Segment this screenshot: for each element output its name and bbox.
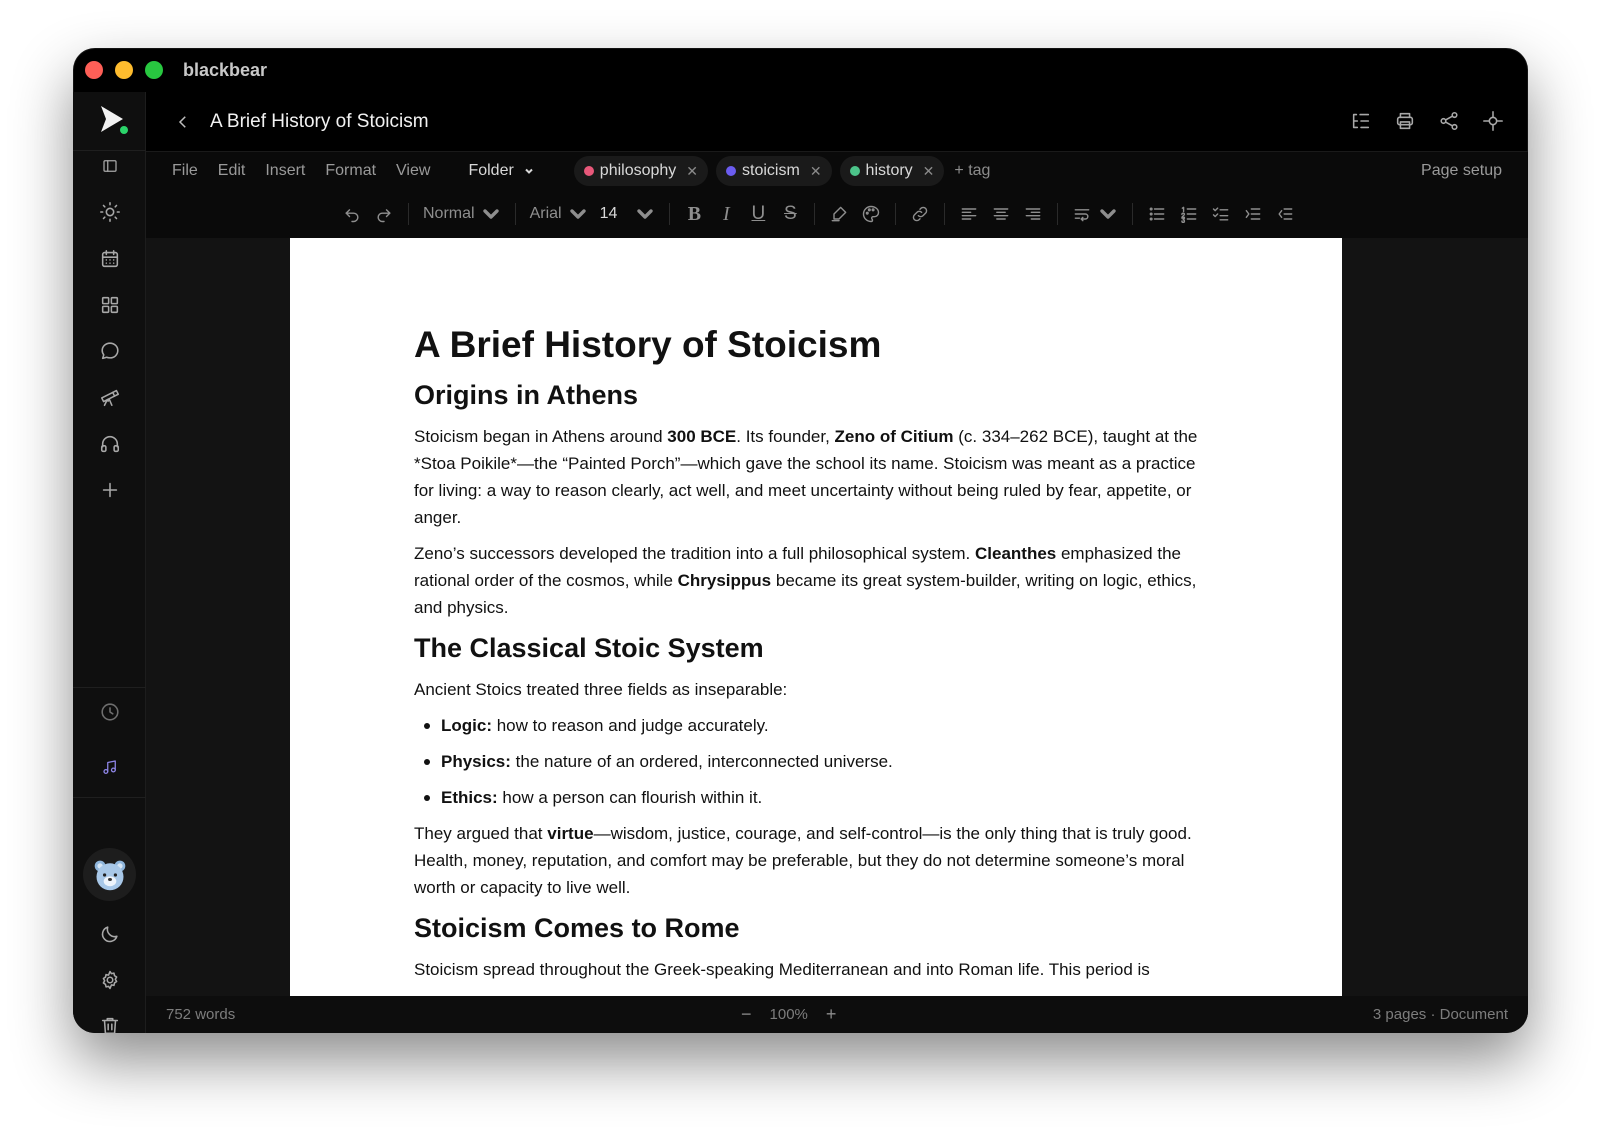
paragraph bbox=[414, 540, 1214, 621]
indent-icon bbox=[1243, 204, 1263, 224]
sidebar bbox=[73, 92, 146, 1033]
menu-bar bbox=[146, 152, 1528, 190]
tag-list bbox=[574, 156, 945, 186]
chevron-down-icon bbox=[481, 204, 501, 224]
paragraph-text: Stoicism began in Athens around bbox=[414, 427, 668, 446]
back-button[interactable] bbox=[174, 113, 192, 131]
checklist-button[interactable] bbox=[1205, 198, 1237, 230]
font-family-label: Arial bbox=[529, 205, 562, 222]
toolbar-separator bbox=[669, 203, 670, 225]
tag-stoicism[interactable] bbox=[716, 156, 832, 186]
align-left-button[interactable] bbox=[953, 198, 985, 230]
calendar-icon[interactable] bbox=[73, 244, 146, 274]
line-spacing-icon bbox=[1072, 204, 1092, 224]
trash-icon[interactable] bbox=[73, 1011, 146, 1033]
section-heading: The Classical Stoic System bbox=[414, 633, 764, 663]
toolbar-separator bbox=[1132, 203, 1133, 225]
format-toolbar bbox=[146, 190, 1528, 238]
bold-text: Cleanthes bbox=[975, 544, 1057, 563]
outline-icon bbox=[1350, 110, 1372, 132]
title-bar bbox=[73, 48, 1528, 92]
bear-avatar-icon bbox=[92, 857, 128, 893]
zoom-in-button[interactable]: + bbox=[825, 1004, 837, 1024]
align-center-icon bbox=[991, 204, 1011, 224]
redo-button[interactable] bbox=[368, 198, 400, 230]
outdent-button[interactable] bbox=[1269, 198, 1301, 230]
share-icon bbox=[1438, 110, 1460, 132]
bold-text: Zeno of Citium bbox=[834, 427, 954, 446]
line-spacing-select[interactable] bbox=[1066, 198, 1124, 230]
paragraph bbox=[414, 820, 1214, 901]
moon-icon[interactable] bbox=[73, 919, 146, 949]
folder-select-label: Folder bbox=[468, 162, 514, 179]
word-count: 752 words bbox=[166, 1006, 236, 1023]
toolbar-separator bbox=[944, 203, 945, 225]
zoom-control bbox=[741, 1004, 836, 1025]
document-info: 3 pages · Document bbox=[1372, 1006, 1508, 1023]
section-heading: Origins in Athens bbox=[414, 380, 639, 410]
remove-tag-icon[interactable]: ✕ bbox=[922, 162, 935, 179]
list-term: Ethics: bbox=[441, 788, 498, 807]
crosshair-icon bbox=[1482, 110, 1504, 132]
remove-tag-icon[interactable]: ✕ bbox=[686, 162, 699, 179]
undo-button[interactable] bbox=[336, 198, 368, 230]
avatar[interactable] bbox=[83, 848, 136, 901]
paragraph-text: emphasized the rational order of the cosmos, while bbox=[414, 544, 1181, 590]
minimize-window-button[interactable] bbox=[115, 61, 133, 79]
underline-button[interactable]: U bbox=[751, 203, 766, 224]
chevron-left-icon bbox=[174, 113, 192, 131]
paragraph-style-select[interactable] bbox=[417, 198, 507, 230]
document-header bbox=[146, 92, 1528, 152]
menu-file[interactable]: File bbox=[172, 162, 198, 179]
checklist-icon bbox=[1211, 204, 1231, 224]
paragraph-text: . Its founder, bbox=[736, 427, 835, 446]
bold-text: virtue bbox=[547, 824, 594, 843]
tag-color-dot bbox=[726, 166, 736, 176]
status-bar bbox=[146, 996, 1528, 1033]
headphones-icon[interactable] bbox=[73, 429, 146, 459]
menu-insert[interactable]: Insert bbox=[265, 162, 306, 179]
app-window bbox=[73, 48, 1528, 1033]
maximize-window-button[interactable] bbox=[145, 61, 163, 79]
bullet-list-icon bbox=[1147, 204, 1167, 224]
align-left-icon bbox=[959, 204, 979, 224]
printer-icon bbox=[1394, 110, 1416, 132]
font-size-select[interactable] bbox=[594, 198, 662, 230]
undo-icon bbox=[342, 204, 362, 224]
editor-canvas[interactable] bbox=[146, 238, 1528, 996]
list-item bbox=[414, 784, 1214, 811]
header-actions bbox=[1348, 108, 1506, 134]
list-term: Physics: bbox=[441, 752, 511, 771]
bullet-list bbox=[414, 712, 1214, 811]
toolbar-separator bbox=[814, 203, 815, 225]
add-icon[interactable] bbox=[73, 475, 146, 505]
grid-icon[interactable] bbox=[73, 290, 146, 320]
highlighter-icon bbox=[829, 204, 849, 224]
music-note-icon[interactable] bbox=[73, 752, 146, 782]
sidebar-toggle-icon[interactable] bbox=[73, 151, 146, 181]
document-title: A Brief History of Stoicism bbox=[210, 110, 429, 132]
chat-icon[interactable] bbox=[73, 336, 146, 366]
tag-color-dot bbox=[850, 166, 860, 176]
toolbar-separator bbox=[895, 203, 896, 225]
link-icon bbox=[910, 204, 930, 224]
page-setup-button[interactable]: Page setup bbox=[1421, 162, 1502, 179]
chevron-down-icon bbox=[1098, 204, 1118, 224]
paragraph-text: —wisdom, justice, courage, and self-control—is the only thing that is truly good. Health, money, reputation, and comfort may be preferable, but they do not determine someone’s moral worth or capacity to live well. bbox=[414, 824, 1192, 897]
add-tag-button[interactable]: + tag bbox=[954, 162, 991, 179]
toolbar-separator bbox=[1057, 203, 1058, 225]
traffic-lights bbox=[85, 61, 163, 79]
chevron-down-icon bbox=[568, 204, 588, 224]
list-item bbox=[414, 712, 1214, 739]
align-right-icon bbox=[1023, 204, 1043, 224]
list-text: how to reason and judge accurately. bbox=[492, 716, 769, 735]
document-content[interactable] bbox=[414, 324, 1214, 992]
tag-color-dot bbox=[584, 166, 594, 176]
strikethrough-button[interactable]: S bbox=[784, 203, 797, 224]
font-size-label: 14 bbox=[599, 205, 618, 222]
document-page[interactable] bbox=[290, 238, 1342, 996]
sidebar-divider bbox=[73, 797, 146, 798]
document-heading: A Brief History of Stoicism bbox=[414, 324, 882, 365]
highlight-button[interactable] bbox=[823, 198, 855, 230]
paragraph-text: (c. 334–262 BCE), taught at the *Stoa Poikile*—the “Painted Porch”—which gave the school its name. Stoicism was meant as a practice for living: a way to reason clearly, act well, and meet uncertainty without being ruled by fear, appetite, or anger. bbox=[414, 427, 1198, 527]
zoom-level: 100% bbox=[769, 1006, 808, 1023]
outline-button[interactable] bbox=[1348, 108, 1374, 134]
menu-view[interactable]: View bbox=[396, 162, 431, 179]
paragraph: Stoicism spread throughout the Greek-speaking Mediterranean and into Roman life. This period is bbox=[414, 960, 1150, 979]
numbered-list-button[interactable] bbox=[1173, 198, 1205, 230]
menu-format[interactable]: Format bbox=[325, 162, 377, 179]
outdent-icon bbox=[1275, 204, 1295, 224]
sidebar-divider bbox=[73, 687, 146, 688]
menu-edit[interactable]: Edit bbox=[217, 162, 246, 179]
folder-select[interactable] bbox=[468, 162, 533, 180]
paragraph: Ancient Stoics treated three fields as inseparable: bbox=[414, 680, 788, 699]
paragraph-text: They argued that bbox=[414, 824, 548, 843]
link-button[interactable] bbox=[904, 198, 936, 230]
numbered-list-icon bbox=[1179, 204, 1199, 224]
bold-text: 300 BCE bbox=[667, 427, 737, 446]
chevron-down-icon bbox=[524, 166, 534, 176]
section-heading: Stoicism Comes to Rome bbox=[414, 913, 740, 943]
print-button[interactable] bbox=[1392, 108, 1418, 134]
telescope-icon[interactable] bbox=[73, 382, 146, 412]
sun-icon[interactable] bbox=[73, 197, 146, 227]
settings-gear-icon[interactable] bbox=[73, 965, 146, 995]
remove-tag-icon[interactable]: ✕ bbox=[809, 162, 822, 179]
font-family-select[interactable] bbox=[524, 198, 594, 230]
focus-button[interactable] bbox=[1480, 108, 1506, 134]
share-button[interactable] bbox=[1436, 108, 1462, 134]
redo-icon bbox=[374, 204, 394, 224]
align-center-button[interactable] bbox=[985, 198, 1017, 230]
italic-button[interactable]: I bbox=[723, 202, 730, 225]
list-item bbox=[414, 748, 1214, 775]
clock-icon[interactable] bbox=[73, 697, 146, 727]
zoom-out-button[interactable]: − bbox=[741, 1004, 752, 1024]
palette-icon bbox=[861, 204, 881, 224]
app-logo-icon[interactable] bbox=[95, 102, 129, 136]
bullet-list-button[interactable] bbox=[1141, 198, 1173, 230]
chevron-down-icon bbox=[635, 204, 655, 224]
tag-philosophy[interactable] bbox=[574, 156, 708, 186]
bold-button[interactable]: B bbox=[687, 202, 702, 225]
paragraph bbox=[414, 423, 1214, 531]
paragraph-text: Zeno’s successors developed the tradition into a full philosophical system. bbox=[414, 544, 975, 563]
toolbar-separator bbox=[408, 203, 409, 225]
align-right-button[interactable] bbox=[1017, 198, 1049, 230]
paragraph-style-label: Normal bbox=[423, 205, 475, 222]
paragraph-text: became its great system-builder, writing on logic, ethics, and physics. bbox=[414, 571, 1197, 617]
tag-label: stoicism bbox=[742, 162, 800, 179]
tag-label: philosophy bbox=[599, 162, 677, 179]
close-window-button[interactable] bbox=[85, 61, 103, 79]
indent-button[interactable] bbox=[1237, 198, 1269, 230]
tag-label: history bbox=[865, 162, 913, 179]
list-term: Logic: bbox=[441, 716, 492, 735]
bold-text: Chrysippus bbox=[677, 571, 772, 590]
toolbar-separator bbox=[515, 203, 516, 225]
app-name: blackbear bbox=[183, 59, 268, 80]
tag-history[interactable] bbox=[840, 156, 945, 186]
list-text: how a person can flourish within it. bbox=[497, 788, 763, 807]
list-text: the nature of an ordered, interconnected universe. bbox=[510, 752, 893, 771]
text-color-button[interactable] bbox=[855, 198, 887, 230]
